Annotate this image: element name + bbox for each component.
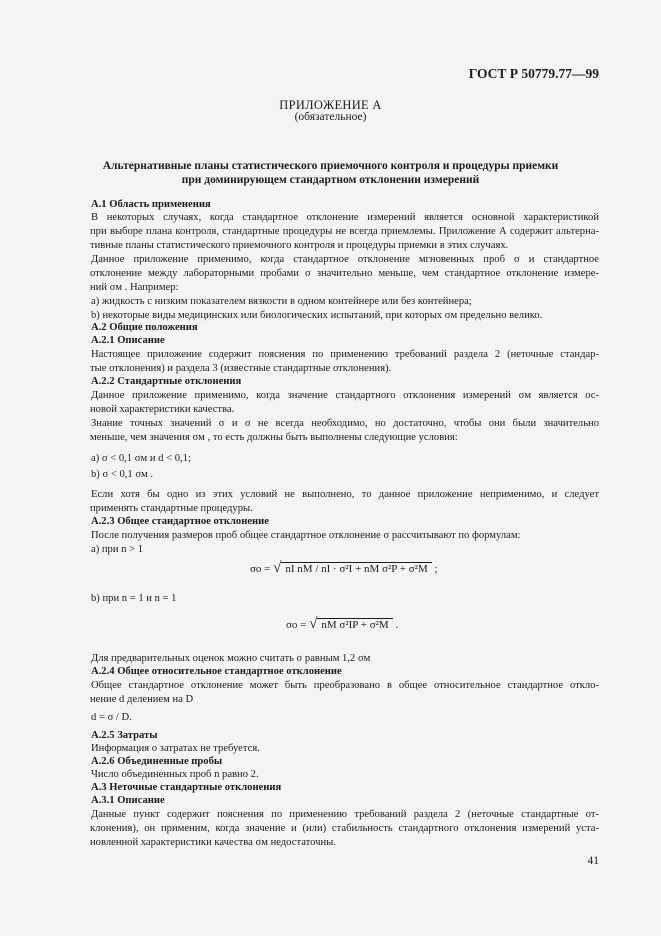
subsection-heading: А.2.1 Описание [91,335,165,346]
paragraph-line: отклонение между лабораторными пробами σ значительно меньше, чем стандартное отклонение измере- [90,268,599,279]
paragraph-line: После получения размеров проб общее стандартное отклонение σ рассчитывают по формулам: [91,530,521,541]
subsection-heading: А.2.6 Объединенные пробы [91,756,223,767]
list-item: b) некоторые виды медицинских или биологических испытаний, при которых σм предельно велико. [91,310,543,321]
paragraph-line: Число объединенных проб n равно 2. [91,769,259,780]
formula-1-end: ; [434,563,438,575]
subsection-heading: А.2.4 Общее относительное стандартное отклонение [91,666,342,677]
gost-header: ГОСТ Р 50779.77—99 [468,66,599,81]
formula-1: σо = √ nI nM / nI · σ²I + nM σ²P + σ²M ; [250,560,438,576]
paragraph-line: Данное приложение применимо, когда стандартное отклонение мгновенных проб σ и стандартное [91,254,599,265]
page-number: 41 [587,855,599,867]
formula-1-lhs: σо = [250,563,271,575]
paragraph-line: В некоторых случаях, когда стандартное отклонение измерений является основной характеристикой [91,212,599,223]
annex-title: ПРИЛОЖЕНИЕ А [279,98,382,112]
paragraph-line: Если хотя бы одно из этих условий не выполнено, то данное приложение неприменимо, и следует [91,489,599,500]
paragraph-line: тивные планы статистического приемочного контроля и процедуры приемки в этих случаях. [90,240,509,251]
paragraph-line: тые отклонения) и раздела 3 (известные стандартные отклонения). [90,363,392,374]
formula-2: σо = √ nM σ²IP + σ²M . [286,616,399,632]
section-heading: А.3 Неточные стандартные отклонения [91,782,282,793]
subsection-heading: А.2.5 Затраты [91,730,158,741]
formula-2-end: . [395,619,399,631]
formula-case-a: а) при n > 1 [91,544,144,555]
formula-relative: d = σ / D. [91,712,132,723]
paragraph-line: Настоящее приложение содержит пояснения по применению требований раздела 2 (неточные стандар- [91,349,599,360]
condition-b: b) σ < 0,1 σм . [91,469,154,480]
paragraph-line: меньше, чем значения σм , то есть должны быть выполнены следующие условия: [90,432,458,443]
paragraph-line: Знание точных значений σ и σ не всегда необходимо, но достаточно, чтобы они были значительно [91,418,599,429]
paragraph-line: Данные пункт содержит пояснения по применению требований раздела 2 (неточные стандартные от- [91,809,599,820]
formula-1-radicand: nI nM / nI · σ²I + nM σ²P + σ²M [281,562,431,575]
annex-status: (обязательное) [294,111,367,123]
paragraph-line: новленной характеристики качества σм недостаточны. [90,837,336,848]
subsection-heading: А.2.2 Стандартные отклонения [91,376,242,387]
condition-a: а) σ < 0,1 σм и d < 0,1; [91,453,191,464]
section-heading: А.2 Общие положения [91,322,198,333]
list-item: а) жидкость с низким показателем вязкости в одном контейнере или без контейнера; [91,296,472,307]
paragraph-line: Информация о затратах не требуется. [91,743,260,754]
subsection-heading: А.3.1 Описание [91,795,165,806]
formula-case-b: b) при n = 1 и n = 1 [91,593,177,604]
heading-line-1: Альтернативные планы статистического приемочного контроля и процедуры приемки [102,160,559,172]
subsection-heading: А.2.3 Общее стандартное отклонение [91,516,269,527]
paragraph-line: клонения), он применим, когда значение и (или) стабильность стандартного отклонения измерений уста- [90,823,599,834]
paragraph-line: нение d делением на D [90,694,194,705]
section-heading: А.1 Область применения [91,199,211,210]
paragraph-line: ний σм . Например: [90,282,179,293]
paragraph-line: Для предварительных оценок можно считать σ равным 1,2 σм [91,653,371,664]
paragraph-line: Данное приложение применимо, когда значение стандартного отклонения измерений σм является ос- [91,390,599,401]
paragraph-line: применять стандартные процедуры. [90,503,253,514]
formula-2-lhs: σо = [286,619,307,631]
paragraph-line: при выборе плана контроля, стандартные процедуры не всегда приемлемы. Приложение А содержит альтерна- [90,226,599,237]
heading-line-2: при доминирующем стандартном отклонении измерений [181,174,480,186]
paragraph-line: новой характеристики качества. [90,404,235,415]
formula-2-radicand: nM σ²IP + σ²M [317,618,392,631]
paragraph-line: Общее стандартное отклонение может быть преобразовано в общее относительное стандартное откло- [91,680,599,691]
